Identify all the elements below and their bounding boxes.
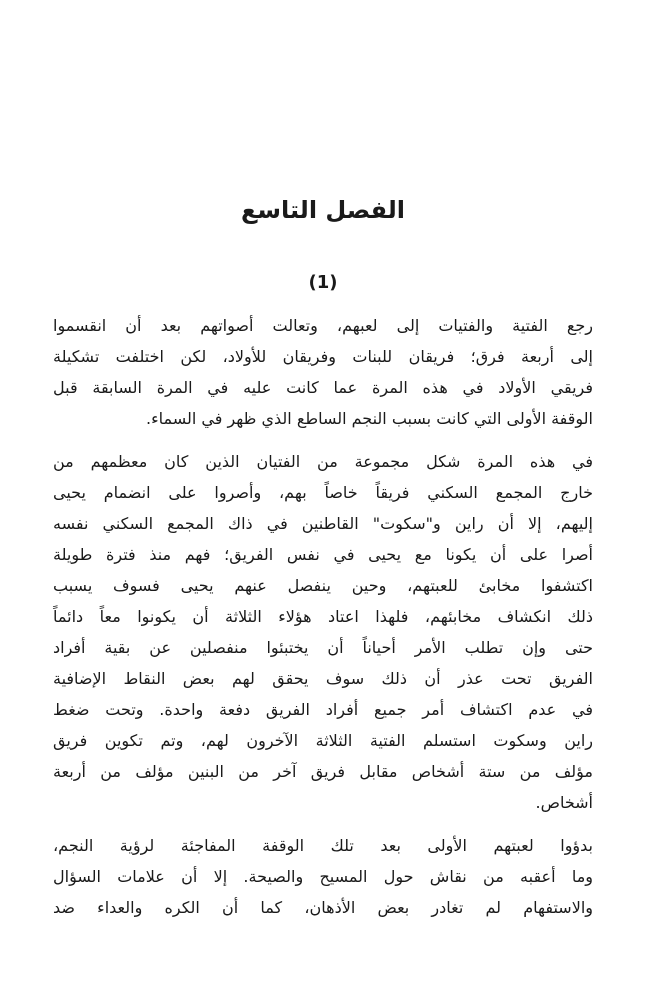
paragraph-line: أصرا على أن يكونا مع يحيى في نفس الفريق؛ فهم منذ فترة طويلة [53, 545, 593, 564]
paragraph-2 [53, 446, 593, 818]
paragraph-line: أشخاص. [535, 793, 593, 812]
paragraph-line: في هذه المرة شكل مجموعة من الفتيان الذين كان معظمهم من [53, 452, 593, 471]
paragraph-line: الوقفة الأولى التي كانت بسبب النجم الساطع الذي ظهر في السماء. [145, 409, 593, 428]
paragraph-line: راين وسكوت استسلم الفتية الثلاثة الآخرون لهم، وتم تكوين فريق [53, 731, 593, 750]
paragraph-line: ذلك انكشاف مخابئهم، فلهذا اعتاد هؤلاء الثلاثة أن يكونوا معاً دائماً [53, 607, 593, 626]
paragraph-line: الفريق تحت عذر أن ذلك سوف يحقق لهم بعض النقاط الإضافية [53, 669, 593, 688]
paragraph-3 [53, 830, 593, 923]
paragraph-line: في عدم اكتشاف أمر جميع أفراد الفريق دفعة واحدة. وتحت ضغط [53, 700, 593, 719]
paragraph-line: بدؤوا لعبتهم الأولى بعد تلك الوقفة المفاجئة لرؤية النجم، [53, 836, 593, 855]
paragraph-line: حتى وإن تطلب الأمر أحياناً أن يختبئوا منفصلين عن بقية أفراد [53, 638, 593, 657]
paragraph-gap [53, 434, 593, 446]
paragraph-line: فريقي الأولاد في هذه المرة عما كانت عليه في المرة السابقة قبل [53, 378, 593, 397]
paragraph-line: وما أعقبه من نقاش حول المسيح والصيحة. إلا أن علامات السؤال [53, 867, 593, 886]
paragraph-gap [53, 818, 593, 830]
chapter-title: الفصل التاسع [241, 196, 405, 224]
paragraph-line: مؤلف من ستة أشخاص مقابل فريق آخر من البنين مؤلف من أربعة [53, 762, 593, 781]
paragraph-line: إليهم، إلا أن راين و"سكوت" القاطنين في ذاك المجمع السكني نفسه [53, 514, 593, 533]
body-text [53, 310, 593, 923]
paragraph-line: خارج المجمع السكني فريقاً خاصاً بهم، وأصروا على انضمام يحيى [53, 483, 593, 502]
paragraph-line: اكتشفوا مخابئ للعبتهم، وحين ينفصل عنهم يحيى فسوف يسبب [53, 576, 593, 595]
paragraph-1 [53, 310, 593, 434]
paragraph-line: رجع الفتية والفتيات إلى لعبهم، وتعالت أصواتهم بعد أن انقسموا [53, 316, 593, 335]
paragraph-line: والاستفهام لم تغادر بعض الأذهان، كما أن الكره والعداء ضد [53, 898, 593, 917]
section-number: (1) [308, 272, 338, 293]
paragraph-line: إلى أربعة فرق؛ فريقان للبنات وفريقان للأولاد، لكن اختلفت تشكيلة [53, 347, 593, 366]
